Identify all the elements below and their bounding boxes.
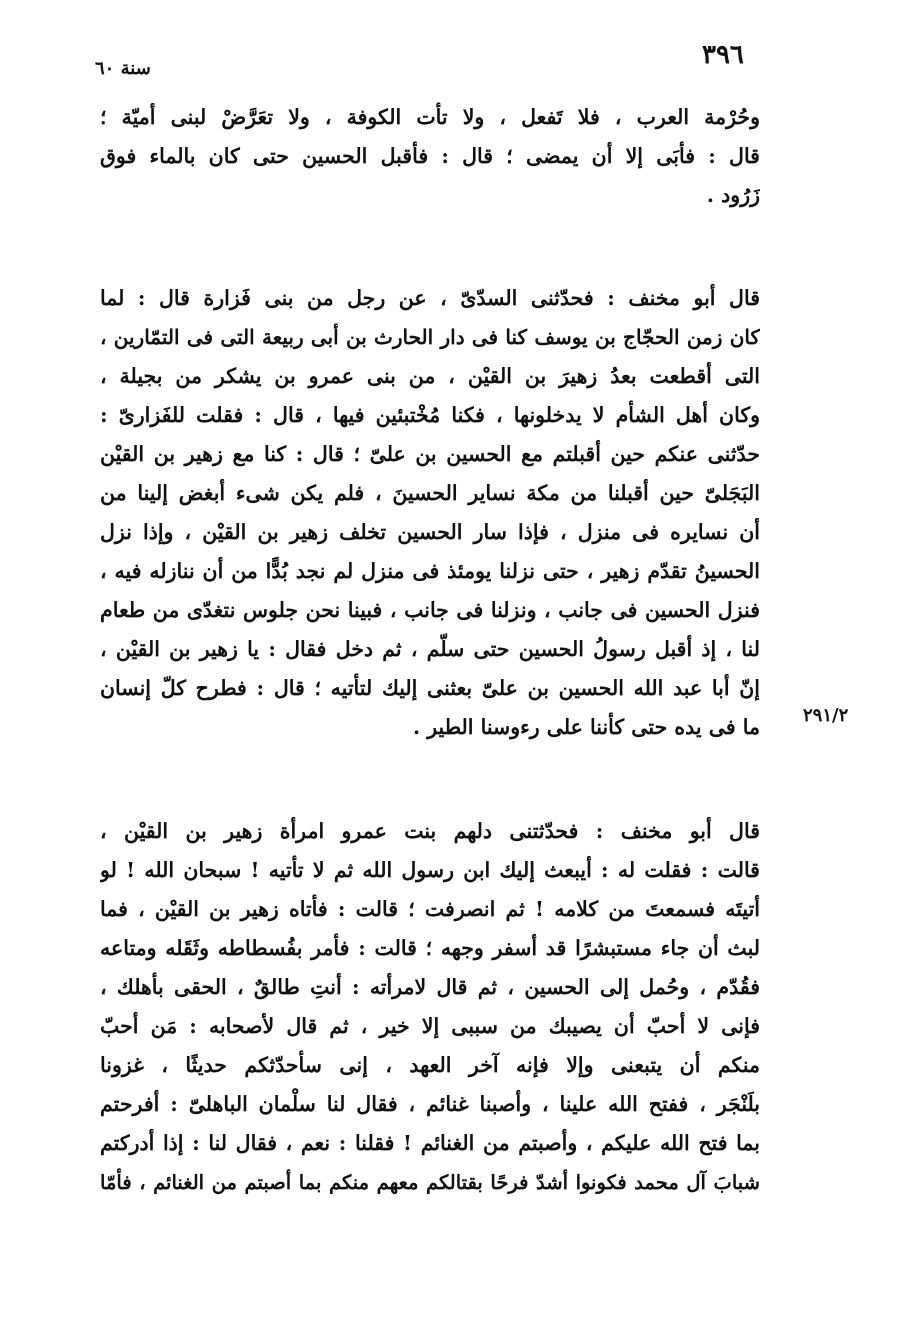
text-line: قالت : فقلت له : أيبعث إليك ابن رسول الله ثم لا تأتيه ! سبحان الله ! لو [100, 858, 760, 882]
text-line: أن نسايره فى منزل ، فإذا سار الحسين تخلف زهير بن القيْن ، وإذا نزل [100, 520, 760, 544]
text-line: البَجَلىّ حين أقبلنا من مكة نساير الحسينَ ، فلم يكن شىء أبغض إلينا من [100, 481, 760, 505]
text-line: وكان أهل الشأم لا يدخلونها ، فكنا مُخْتبئين فيها ، قال : فقلت للفَزارىّ : [100, 403, 760, 427]
text-line: فقُدّم ، وحُمل إلى الحسين ، ثم قال لامرأته : أنتِ طالقٌ ، الحقى بأهلك ، [100, 975, 760, 999]
text-line: لنا ، إذ أقبل رسولُ الحسين حتى سلّم ، ثم دخل فقال : يا زهير بن القيْن ، [100, 637, 760, 661]
text-line: وحُرْمة العرب ، فلا تَفعل ، ولا تأت الكوفة ، ولا تعَرَّضْ لبنى أميّة ؛ [100, 105, 760, 129]
paragraph-3 [100, 812, 760, 1202]
text-line: ما فى يده حتى كأننا على رءوسنا الطير . [412, 715, 760, 739]
text-line: قال أبو مخنف : فحدّثتنى دلهم بنت عمرو امرأة زهير بن القيْن ، [100, 819, 760, 843]
text-line: فإنى لا أحبّ أن يصيبك من سببى إلا خير ، ثم قال لأصحابه : مَن أحبّ [100, 1014, 760, 1038]
text-line: التى أقطعت بعدُ زهيرَ بن القيْن ، من بنى عمرو بن يشكر من بجيلة ، [100, 364, 760, 388]
year-header: سنة ٦٠ [95, 58, 151, 79]
text-line: قال أبو مخنف : فحدّثنى السدّىّ ، عن رجل من بنى فَزارة قال : لما [100, 286, 760, 310]
text-line: فنزل الحسين فى جانب ، ونزلنا فى جانب ، فبينا نحن جلوس نتغدّى من طعام [100, 598, 760, 622]
text-line: حدّثنى عنكم حين أقبلتم مع الحسين بن علىّ ؛ قال : كنا مع زهير بن القيْن [100, 442, 760, 466]
paragraph-2 [100, 279, 760, 747]
paragraph-1 [100, 98, 760, 215]
text-line: بلَنْجَر ، ففتح الله علينا ، وأصبنا غنائم ، فقال لنا سلْمان الباهلىّ : أفرحتم [100, 1092, 760, 1116]
text-line: قال : فأبَى إلا أن يمضى ؛ قال : فأقبل الحسين حتى كان بالماء فوق [100, 144, 760, 168]
text-line: لبث أن جاء مستبشرًا قد أسفر وجهه ؛ قالت : فأمر بفُسطاطه وثَقَله ومتاعه [100, 936, 760, 960]
text-line: كان زمن الحجّاج بن يوسف كنا فى دار الحارث بن أبى ربيعة التى فى التمّارين ، [100, 325, 760, 349]
text-line: الحسينُ تقدّم زهير ، حتى نزلنا يومئذ فى منزل لم نجد بُدًّا من أن ننازله فيه ، [100, 559, 760, 583]
text-line: إنّ أبا عبد الله الحسين بن علىّ بعثنى إليك لتأتيه ؛ قال : فطرح كلّ إنسان [100, 676, 760, 700]
page-number: ٣٩٦ [702, 40, 744, 70]
text-line: شبابَ آل محمد فكونوا أشدّ فرحًا بقتالكم معهم منكم بما أصبتم من الغنائم ، فأمّا [100, 1171, 760, 1194]
text-line: منكم أن يتبعنى وإلا فإنه آخر العهد ، إنى سأحدّثكم حديثًا ، غزونا [100, 1053, 760, 1077]
margin-note: ٢٩١/٢ [803, 705, 849, 726]
text-line: بما فتح الله عليكم ، وأصبتم من الغنائم ! فقلنا : نعم ، فقال لنا : إذا أدركتم [100, 1131, 760, 1155]
text-line: أتيتَه فسمعتَ من كلامه ! ثم انصرفت ؛ قالت : فأتاه زهير بن القيْن ، فما [100, 897, 760, 921]
text-line: زَرُود . [706, 183, 760, 207]
